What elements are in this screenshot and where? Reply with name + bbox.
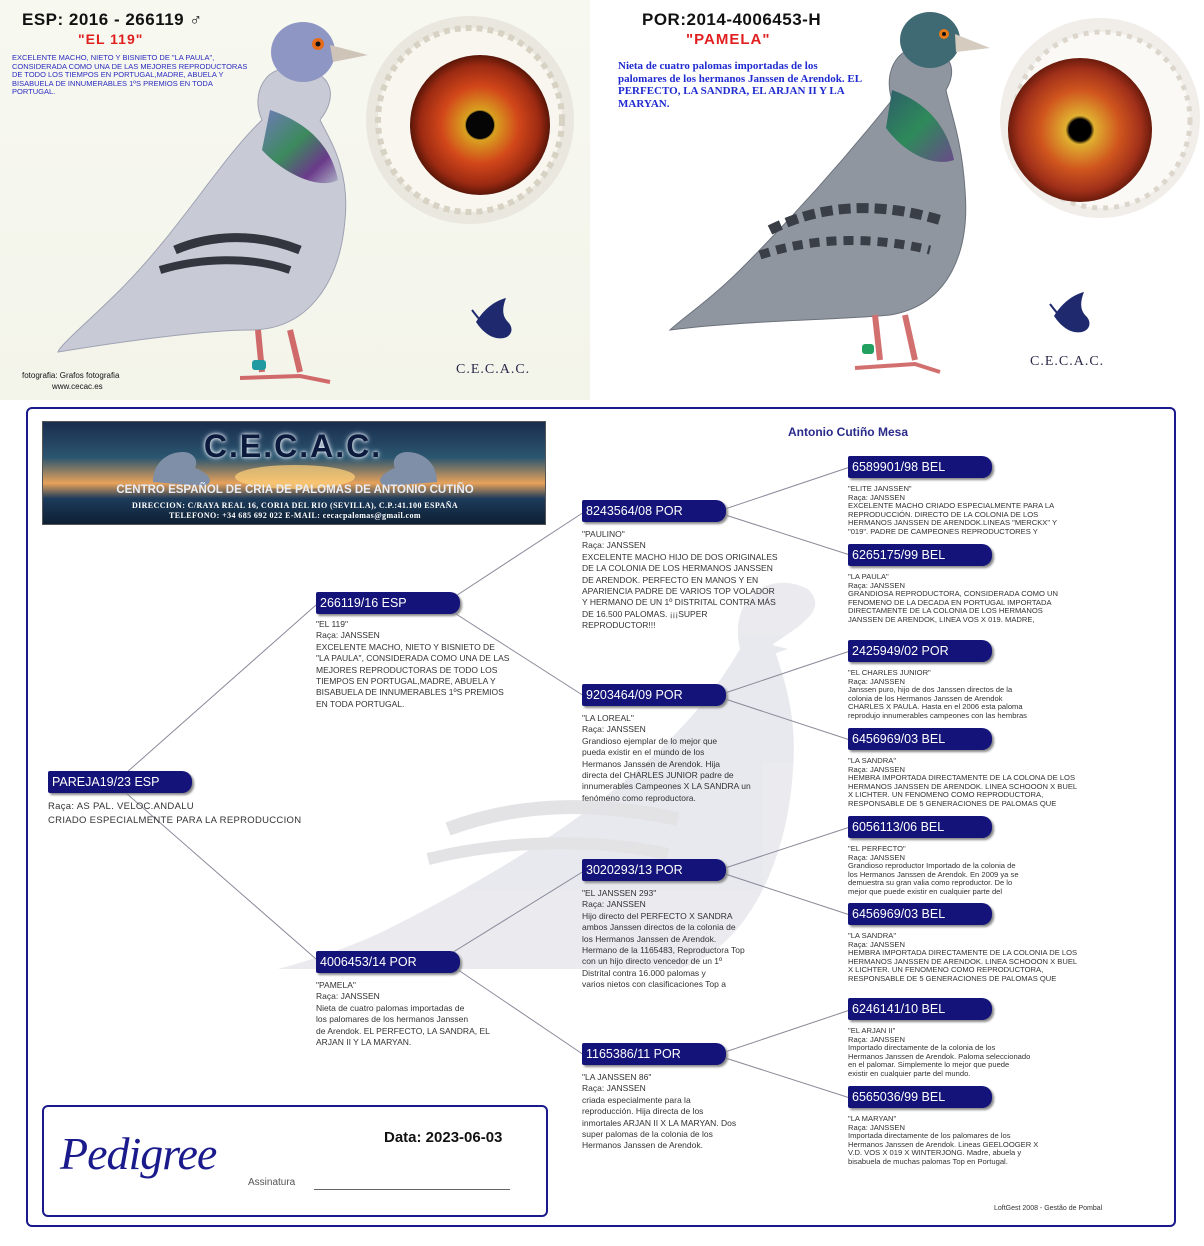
cecac-logo-text: C.E.C.A.C. <box>456 362 531 377</box>
great-grandparent-info: "LA SANDRA" Raça: JANSSEN HEMBRA IMPORTADA DIRECTAMENTE DE LA COLONIA DE LOS HERMANOS JANSSEN DE ARENDOK. LINEA SCHOOON X BUEL X LICHTER. UN FENOMENO COMO REPRODUCTORA, RESPONSABLE DE 5 GENERACIONES DE PALOMAS QUE <box>848 932 1078 983</box>
great-grandparent-ring-node[interactable]: 6456969/03 BEL <box>848 903 992 925</box>
grandparent-info: "LA JANSSEN 86" Raça: JANSSEN criada especialmente para la reproducción. Hija directa de los inmortales ARJAN II X LA MARYAN. Dos super palomas de la colonia de los Hermanos Janssen de Arendok. <box>582 1072 737 1151</box>
pedigree-date: Data: 2023-06-03 <box>384 1129 503 1146</box>
male-ring-number: ESP: 2016 - 266119 ♂ <box>22 10 203 29</box>
subject-info: Raça: AS PAL. VELOC.ANDALU CRIADO ESPECIALMENTE PARA LA REPRODUCCION <box>48 801 302 826</box>
subject-ring-node[interactable]: PAREJA19/23 ESP <box>48 771 192 793</box>
great-grandparent-ring-node[interactable]: 6056113/06 BEL <box>848 816 992 838</box>
female-ring-number: POR:2014-4006453-H <box>642 10 822 29</box>
grandparent-info: "EL JANSSEN 293" Raça: JANSSEN Hijo directo del PERFECTO X SANDRA ambos Janssen directos de la colonia de los Hermanos Janssen de Arendok. Hermano de la 1165483, Reproductora Top con un hijo directo vencedor de un 1º Distrital contra 16.000 palomas y varios nietos con clasificaciones Top a <box>582 888 745 990</box>
photo-panel-male <box>0 0 590 400</box>
great-grandparent-info: "EL CHARLES JUNIOR" Raça: JANSSEN Janssen puro, hijo de dos Janssen directos de la colonia de los Hermanos Janssen de Arendok CHARLES X PAULA. Hasta en el 2006 esta paloma reprodujo innumerables campeones con las hembras <box>848 669 1027 720</box>
banner-contact-line: TELEFONO: +34 685 692 022 E-MAIL: cecacpalomas@gmail.com <box>169 511 421 520</box>
breeder-name: Antonio Cutiño Mesa <box>788 425 908 439</box>
photo-panel-female <box>610 0 1204 400</box>
great-grandparent-ring-node[interactable]: 6246141/10 BEL <box>848 998 992 1020</box>
great-grandparent-ring-node[interactable]: 6589901/98 BEL <box>848 456 992 478</box>
grandparent-ring-node[interactable]: 3020293/13 POR <box>582 859 726 881</box>
dam-ring-node[interactable]: 4006453/14 POR <box>316 951 460 973</box>
grandparent-ring-node[interactable]: 1165386/11 POR <box>582 1043 726 1065</box>
pedigree-title: Pedigree <box>60 1128 217 1179</box>
male-description: EXCELENTE MACHO, NIETO Y BISNIETO DE "LA PAULA", CONSIDERADA COMO UNA DE LAS MEJORES REPRODUCTORAS DE TODO LOS TIEMPOS EN PORTUGAL,MADRE, ABUELA Y BISABUELA DE INNUMERABLES 1ºS PREMIOS EN TODA PORTUGAL. <box>12 53 248 96</box>
female-bird-name: "PAMELA" <box>686 31 771 48</box>
banner-title: C.E.C.A.C. <box>203 428 383 464</box>
great-grandparent-info: "ELITE JANSSEN" Raça: JANSSEN EXCELENTE MACHO CRIADO ESPECIALMENTE PARA LA REPRODUCCIÓN. DIRECTO DE LA COLONIA DE LOS HERMANOS JANSSEN DE ARENDOK.LINEAS "MERCKX" Y "019". PADRE DE CAMPEONES REPRODUCTORES Y <box>848 485 1058 536</box>
cecac-bird-logo-icon <box>468 296 524 345</box>
male-bird-name: "EL 119" <box>78 31 144 47</box>
great-grandparent-ring-node[interactable]: 2425949/02 POR <box>848 640 992 662</box>
female-description: Nieta de cuatro palomas importadas de los palomares de los hermanos Janssen de Arendok. EL PERFECTO, LA SANDRA, EL ARJAN II Y LA MARYAN. <box>618 60 862 110</box>
great-grandparent-info: "LA PAULA" Raça: JANSSEN GRANDIOSA REPRODUCTORA, CONSIDERADA COMO UN FENOMENO DE LA DECADA EN PORTUGAL IMPORTADA DIRECTAMENTE DE LA COLONIA DE LOS HERMANOS JANSSEN DE ARENDOK, LINEA VOS X 019. MADRE, <box>848 573 1058 624</box>
great-grandparent-info: "EL ARJAN II" Raça: JANSSEN Importado directamente de la colonia de los Hermanos Janssen de Arendok. Paloma seleccionado en el palomar. Simplemente lo mejor que puede existir en cualquier parte del mundo. <box>848 1027 1031 1078</box>
grandparent-ring-node[interactable]: 9203464/09 POR <box>582 684 726 706</box>
great-grandparent-ring-node[interactable]: 6265175/99 BEL <box>848 544 992 566</box>
grandparent-info: "LA LOREAL" Raça: JANSSEN Grandioso ejemplar de lo mejor que pueda existir en el mundo de los Hermanos Janssen de Arendok. Hija directa del CHARLES JUNIOR padre de innumerables Campeones X LA SANDRA un fenómeno como reproductora. <box>582 713 751 803</box>
photo-credit: fotografia: Grafos fotografia <box>22 371 120 380</box>
signature-label: Assinatura <box>248 1177 296 1188</box>
great-grandparent-ring-node[interactable]: 6565036/99 BEL <box>848 1086 992 1108</box>
website-link[interactable]: www.cecac.es <box>52 382 103 391</box>
cecac-bird-logo-icon <box>1046 290 1102 339</box>
cecac-logo-text: C.E.C.A.C. <box>1030 354 1105 369</box>
dam-info: "PAMELA" Raça: JANSSEN Nieta de cuatro palomas importadas de los palomares de los hermanos Janssen de Arendok. EL PERFECTO, LA SANDRA, EL ARJAN II Y LA MARYAN. <box>316 980 490 1048</box>
great-grandparent-info: "LA MARYAN" Raça: JANSSEN Importada directamente de los palomares de los Hermanos Janssen de Arendok. Lineas GEELOOGER X V.D. VOS X 019 X WINTERJONG. Madre, abuela y bisabuela de muchas palomas Top en Portugal. <box>848 1115 1039 1166</box>
pedigree-sheet <box>26 407 1176 1227</box>
grandparent-ring-node[interactable]: 8243564/08 POR <box>582 500 726 522</box>
great-grandparent-ring-node[interactable]: 6456969/03 BEL <box>848 728 992 750</box>
grandparent-info: "PAULINO" Raça: JANSSEN EXCELENTE MACHO HIJO DE DOS ORIGINALES DE LA COLONIA DE LOS HERMANOS JANSSEN DE ARENDOK. PERFECTO EN MANOS Y EN APARIENCIA PADRE DE VARIOS TOP VOLADOR Y HERMANO DE UN 1º DISTRITAL CONTRA MÁS DE 16.500 PALOMAS. ¡¡¡SUPER REPRODUCTOR!!! <box>582 529 778 631</box>
signature-line[interactable] <box>314 1189 510 1190</box>
great-grandparent-info: "EL PERFECTO" Raça: JANSSEN Grandioso reproductor Importado de la colonia de los Hermanos Janssen de Arendok. En 2009 ya se demuestra su gran valia como reproductor. De lo mejor que puede existir en cualquier parte del <box>848 845 1019 896</box>
banner-subtitle: CENTRO ESPAÑOL DE CRIA DE PALOMAS DE ANTONIO CUTIÑO <box>116 484 474 496</box>
sire-ring-node[interactable]: 266119/16 ESP <box>316 592 460 614</box>
sire-info: "EL 119" Raça: JANSSEN EXCELENTE MACHO, NIETO Y BISNIETO DE "LA PAULA", CONSIDERADA COMO UNA DE LAS MEJORES REPRODUCTORAS DE TODO LOS TIEMPOS EN PORTUGAL,MADRE, ABUELA Y BISABUELA DE INNUMERABLES 1ºS PREMIOS EN TODA PORTUGAL. <box>316 619 510 709</box>
signature-box <box>42 1105 548 1217</box>
great-grandparent-info: "LA SANDRA" Raça: JANSSEN HEMBRA IMPORTADA DIRECTAMENTE DE LA COLONA DE LOS HERMANOS JANSSEN DE ARENDOK. LINEA SCHOOON X BUEL X LICHTER. UN FENOMENO COMO REPRODUCTORA, RESPONSABLE DE 5 GENERACIONES DE PALOMAS QUE <box>848 757 1078 808</box>
software-footer: LoftGest 2008 - Gestão de Pombal <box>994 1205 1103 1212</box>
female-pigeon-photo <box>610 0 1204 400</box>
banner-address-line: DIRECCION: C/RAYA REAL 16, CORIA DEL RIO (SEVILLA), C.P.:41.100 ESPAÑA <box>131 501 459 510</box>
